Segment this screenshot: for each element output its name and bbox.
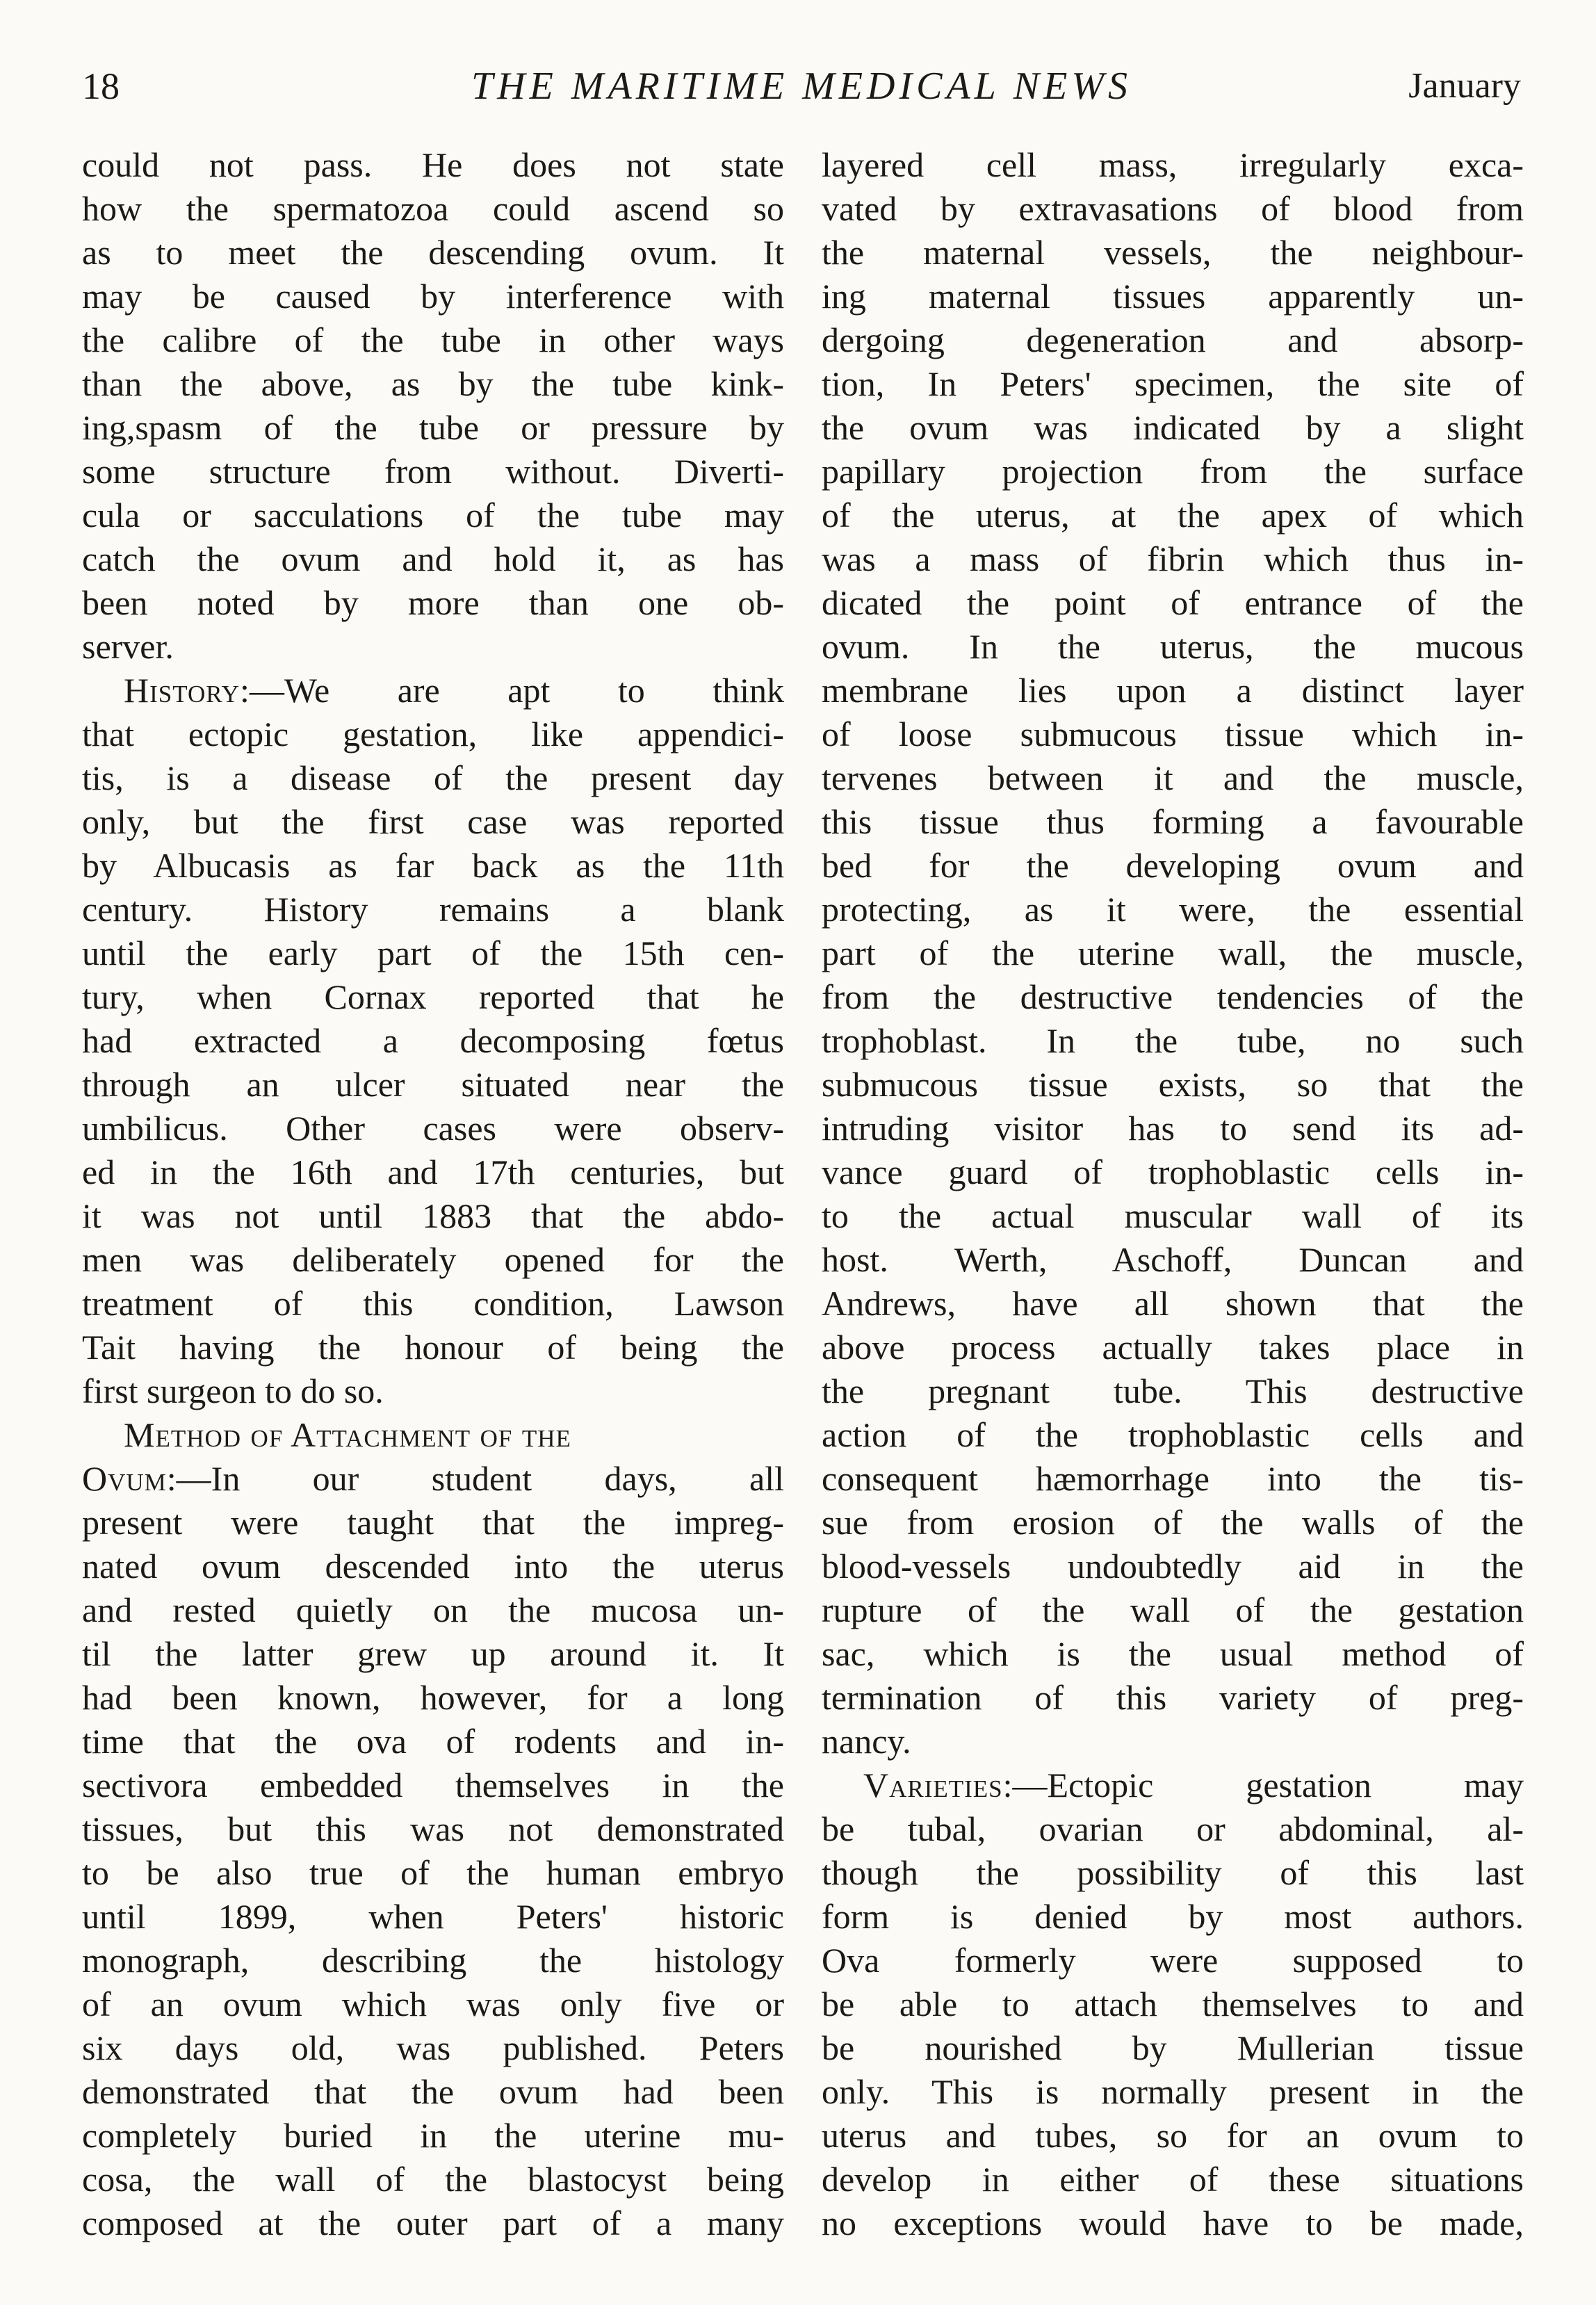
text-line	[82, 1238, 784, 1282]
line-text: completely buried in the uterine mu-	[82, 2116, 784, 2155]
text-line	[82, 1764, 784, 1807]
line-text: nated ovum descended into the uterus	[82, 1547, 784, 1586]
line-text: been noted by more than one ob-	[82, 583, 784, 622]
text-line	[82, 1545, 784, 1588]
right-text-column	[822, 143, 1524, 2245]
line-text: ed in the 16th and 17th centuries, but	[82, 1152, 784, 1191]
line-text: part of the uterine wall, the muscle,	[822, 934, 1524, 972]
line-text: cula or sacculations of the tube may	[82, 496, 784, 535]
line-text: catch the ovum and hold it, as has	[82, 539, 784, 578]
line-text: papillary projection from the surface	[822, 452, 1524, 491]
line-text: tion, In Peters' specimen, the site of	[822, 364, 1524, 403]
line-text: :—Ectopic gestation may	[1002, 1766, 1524, 1805]
line-text: bed for the developing ovum and	[822, 846, 1524, 885]
line-text: of loose submucous tissue which in-	[822, 715, 1524, 754]
line-text: :—We are apt to think	[239, 671, 784, 710]
text-line	[82, 2070, 784, 2114]
line-text: uterus and tubes, so for an ovum to	[822, 2116, 1524, 2155]
line-text: action of the trophoblastic cells and	[822, 1415, 1524, 1454]
line-text: Ova formerly were supposed to	[822, 1941, 1524, 1980]
text-line	[822, 756, 1524, 800]
text-line	[822, 450, 1524, 494]
text-line	[82, 756, 784, 800]
line-text: Andrews, have all shown that the	[822, 1284, 1524, 1323]
line-text: monograph, describing the histology	[82, 1941, 784, 1980]
line-text: had been known, however, for a long	[82, 1678, 784, 1717]
text-line	[822, 1413, 1524, 1457]
text-line	[822, 1807, 1524, 1851]
line-text: than the above, as by the tube kink-	[82, 364, 784, 403]
line-text: no exceptions would have to be made,	[822, 2204, 1524, 2242]
line-text: rupture of the wall of the gestation	[822, 1590, 1524, 1629]
running-header	[82, 58, 1521, 114]
text-line	[822, 2158, 1524, 2201]
line-text: form is denied by most authors.	[822, 1897, 1524, 1936]
text-line	[822, 1457, 1524, 1501]
section-heading: Varieties	[863, 1766, 1003, 1805]
text-line	[822, 1632, 1524, 1676]
line-text: ovum. In the uterus, the mucous	[822, 627, 1524, 666]
line-text: men was deliberately opened for the	[82, 1240, 784, 1279]
line-text: nancy.	[822, 1722, 911, 1761]
text-line	[82, 1676, 784, 1720]
text-line	[822, 231, 1524, 275]
line-text: first surgeon to do so.	[82, 1371, 384, 1410]
text-line	[822, 318, 1524, 362]
text-line	[822, 1282, 1524, 1326]
text-line	[822, 143, 1524, 187]
text-line	[822, 800, 1524, 844]
line-text: layered cell mass, irregularly exca-	[822, 145, 1524, 184]
text-line	[822, 1019, 1524, 1063]
line-text: this tissue thus forming a favourable	[822, 802, 1524, 841]
text-line	[822, 581, 1524, 625]
line-text: though the possibility of this last	[822, 1853, 1524, 1892]
line-text: server.	[82, 627, 174, 666]
text-line	[82, 318, 784, 362]
line-text: be nourished by Mullerian tissue	[822, 2028, 1524, 2067]
line-text: could not pass. He does not state	[82, 145, 784, 184]
line-text: sac, which is the usual method of	[822, 1634, 1524, 1673]
line-text: by Albucasis as far back as the 11th	[82, 846, 784, 885]
text-line	[82, 1632, 784, 1676]
line-text: develop in either of these situations	[822, 2160, 1524, 2199]
line-text: century. History remains a blank	[82, 890, 784, 929]
line-text: composed at the outer part of a many	[82, 2204, 784, 2242]
text-line	[822, 669, 1524, 712]
line-text: dicated the point of entrance of the	[822, 583, 1524, 622]
text-line	[82, 800, 784, 844]
text-line	[822, 1107, 1524, 1150]
line-text: dergoing degeneration and absorp-	[822, 320, 1524, 359]
text-line	[82, 1982, 784, 2026]
text-line	[822, 275, 1524, 318]
text-line	[82, 844, 784, 888]
text-line	[822, 625, 1524, 669]
line-text: above process actually takes place in	[822, 1328, 1524, 1367]
line-text: six days old, was published. Peters	[82, 2028, 784, 2067]
line-text: the pregnant tube. This destructive	[822, 1371, 1524, 1410]
text-line	[82, 275, 784, 318]
line-text: was a mass of fibrin which thus in-	[822, 539, 1524, 578]
line-text: tury, when Cornax reported that he	[82, 977, 784, 1016]
line-text: be tubal, ovarian or abdominal, al-	[822, 1809, 1524, 1848]
text-line	[82, 1851, 784, 1895]
left-text-column	[82, 143, 784, 2245]
text-line	[822, 1851, 1524, 1895]
text-line	[82, 2114, 784, 2158]
text-line	[822, 1501, 1524, 1545]
text-line	[82, 1369, 784, 1413]
line-text: the calibre of the tube in other ways	[82, 320, 784, 359]
line-text: the ovum was indicated by a slight	[822, 408, 1524, 447]
line-text: cosa, the wall of the blastocyst being	[82, 2160, 784, 2199]
line-text: of an ovum which was only five or	[82, 1985, 784, 2023]
line-text: that ectopic gestation, like appendici-	[82, 715, 784, 754]
text-line	[82, 1282, 784, 1326]
text-line	[822, 888, 1524, 931]
text-line	[82, 2026, 784, 2070]
text-line	[82, 1150, 784, 1194]
line-text: demonstrated that the ovum had been	[82, 2072, 784, 2111]
line-text: as to meet the descending ovum. It	[82, 233, 784, 272]
text-line	[82, 1194, 784, 1238]
text-line	[82, 537, 784, 581]
text-line	[822, 1764, 1524, 1807]
text-line	[82, 1107, 784, 1150]
text-line	[82, 1939, 784, 1982]
line-text: tervenes between it and the muscle,	[822, 758, 1524, 797]
text-line	[82, 975, 784, 1019]
text-line	[82, 931, 784, 975]
text-line	[822, 1545, 1524, 1588]
line-text: umbilicus. Other cases were observ-	[82, 1109, 784, 1148]
text-line	[822, 406, 1524, 450]
text-line	[82, 1807, 784, 1851]
line-text: host. Werth, Aschoff, Duncan and	[822, 1240, 1524, 1279]
text-line	[822, 537, 1524, 581]
line-text: tissues, but this was not demonstrated	[82, 1809, 784, 1848]
text-line	[82, 888, 784, 931]
line-text: to be also true of the human embryo	[82, 1853, 784, 1892]
text-line	[822, 2114, 1524, 2158]
line-text: membrane lies upon a distinct layer	[822, 671, 1524, 710]
text-line	[82, 231, 784, 275]
line-text: :—In our student days, all	[166, 1459, 784, 1498]
text-line	[822, 1982, 1524, 2026]
text-line	[822, 1238, 1524, 1282]
text-line	[822, 2201, 1524, 2245]
line-text: Tait having the honour of being the	[82, 1328, 784, 1367]
text-line	[82, 1720, 784, 1764]
text-line	[82, 625, 784, 669]
line-text: present were taught that the impreg-	[82, 1503, 784, 1542]
line-text: ing,spasm of the tube or pressure by	[82, 408, 784, 447]
text-line	[82, 669, 784, 712]
line-text: time that the ova of rodents and in-	[82, 1722, 784, 1761]
line-text: until 1899, when Peters' historic	[82, 1897, 784, 1936]
text-line	[822, 1588, 1524, 1632]
text-line	[822, 1150, 1524, 1194]
text-line	[822, 1720, 1524, 1764]
text-line	[82, 1413, 784, 1457]
line-text: only, but the first case was reported	[82, 802, 784, 841]
text-line	[822, 1369, 1524, 1413]
section-heading: History	[124, 671, 240, 710]
text-line	[82, 494, 784, 537]
line-text: to the actual muscular wall of its	[822, 1196, 1524, 1235]
text-line	[82, 712, 784, 756]
line-text: vated by extravasations of blood from	[822, 189, 1524, 228]
text-line	[822, 1676, 1524, 1720]
line-text: of the uterus, at the apex of which	[822, 496, 1524, 535]
line-text: from the destructive tendencies of the	[822, 977, 1524, 1016]
text-line	[82, 143, 784, 187]
page-number: 18	[82, 65, 120, 107]
text-line	[822, 712, 1524, 756]
journal-title: THE MARITIME MEDICAL NEWS	[471, 65, 1132, 108]
section-heading: Method of Attachment of the	[124, 1415, 571, 1454]
line-text: sue from erosion of the walls of the	[822, 1503, 1524, 1542]
line-text: til the latter grew up around it. It	[82, 1634, 784, 1673]
line-text: ing maternal tissues apparently un-	[822, 277, 1524, 316]
line-text: intruding visitor has to send its ad-	[822, 1109, 1524, 1148]
line-text: and rested quietly on the mucosa un-	[82, 1590, 784, 1629]
text-line	[82, 1895, 784, 1939]
line-text: may be caused by interference with	[82, 277, 784, 316]
section-heading: Ovum	[82, 1459, 167, 1498]
line-text: blood-vessels undoubtedly aid in the	[822, 1547, 1524, 1586]
text-line	[82, 1326, 784, 1369]
text-line	[82, 1588, 784, 1632]
text-line	[822, 1895, 1524, 1939]
line-text: the maternal vessels, the neighbour-	[822, 233, 1524, 272]
issue-month: January	[1408, 66, 1521, 106]
text-line	[82, 581, 784, 625]
line-text: be able to attach themselves to and	[822, 1985, 1524, 2023]
line-text: protecting, as it were, the essential	[822, 890, 1524, 929]
text-line	[82, 1063, 784, 1107]
line-text: it was not until 1883 that the abdo-	[82, 1196, 784, 1235]
line-text: vance guard of trophoblastic cells in-	[822, 1152, 1524, 1191]
text-line	[822, 2070, 1524, 2114]
line-text: through an ulcer situated near the	[82, 1065, 784, 1104]
text-line	[822, 975, 1524, 1019]
line-text: submucous tissue exists, so that the	[822, 1065, 1524, 1104]
text-line	[82, 1501, 784, 1545]
text-line	[822, 362, 1524, 406]
line-text: trophoblast. In the tube, no such	[822, 1021, 1524, 1060]
text-line	[822, 1939, 1524, 1982]
line-text: how the spermatozoa could ascend so	[82, 189, 784, 228]
text-line	[82, 1019, 784, 1063]
text-line	[82, 1457, 784, 1501]
line-text: termination of this variety of preg-	[822, 1678, 1524, 1717]
line-text: had extracted a decomposing fœtus	[82, 1021, 784, 1060]
line-text: sectivora embedded themselves in the	[82, 1766, 784, 1805]
text-line	[82, 2201, 784, 2245]
text-line	[82, 2158, 784, 2201]
text-line	[82, 187, 784, 231]
line-text: until the early part of the 15th cen-	[82, 934, 784, 972]
line-text: tis, is a disease of the present day	[82, 758, 784, 797]
line-text: treatment of this condition, Lawson	[82, 1284, 784, 1323]
line-text: some structure from without. Diverti-	[82, 452, 784, 491]
text-line	[82, 450, 784, 494]
text-line	[822, 187, 1524, 231]
line-text: only. This is normally present in the	[822, 2072, 1524, 2111]
text-line	[822, 1194, 1524, 1238]
text-line	[822, 1063, 1524, 1107]
text-line	[822, 494, 1524, 537]
text-line	[82, 362, 784, 406]
text-line	[822, 2026, 1524, 2070]
text-line	[822, 931, 1524, 975]
text-line	[822, 844, 1524, 888]
text-line	[822, 1326, 1524, 1369]
text-line	[82, 406, 784, 450]
line-text: consequent hæmorrhage into the tis-	[822, 1459, 1524, 1498]
